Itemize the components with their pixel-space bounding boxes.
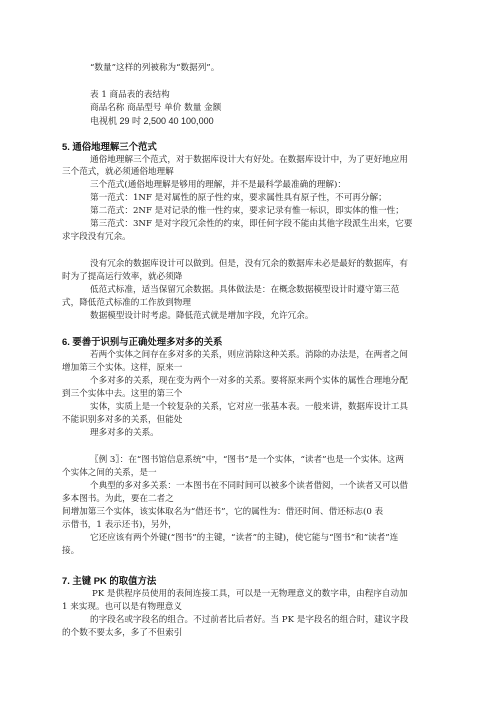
paragraph-line: 的个数不要太多，多了不但索引 <box>62 628 183 638</box>
paragraph-line: 〖例 3〗：在“图书馆信息系统”中，“图书”是一个实体，“读者”也是一个实体。这两 <box>90 455 404 465</box>
paragraph-line: 时为了提高运行效率，就必须降 <box>62 272 183 282</box>
paragraph-line: 到三个实体中去。这里的第三个 <box>62 389 183 399</box>
paragraph-line: 多本图书。为此，要在二者之 <box>62 494 174 504</box>
intro-line: “数量”这样的列被称为“数据列”。 <box>90 63 220 73</box>
paragraph-line: 求字段没有冗余。 <box>62 232 131 242</box>
paragraph-line: 若两个实体之间存在多对多的关系，则应消除这种关系。消除的办法是，在两者之间 <box>90 350 408 360</box>
table-header: 商品名称 商品型号 单价 数量 金额 <box>90 103 222 113</box>
paragraph-line: 个多对多的关系，现在变为两个一对多的关系。要将原来两个实体的属性合理地分配 <box>90 376 408 386</box>
paragraph-line: 实体，实质上是一个较复杂的关系，它对应一张基本表。一般来讲，数据库设计工具 <box>90 402 408 412</box>
paragraph-line: 不能识别多对多的关系，但能处 <box>62 415 183 425</box>
table-row: 电视机 29 吋 2,500 40 100,000 <box>90 116 214 126</box>
section-6-heading: 6. 要善于识别与正确处理多对多的关系 <box>62 336 223 347</box>
paragraph-line: 第三范式：3NF 是对字段冗余性的约束，即任何字段不能由其他字段派生出来，它要 <box>90 219 413 229</box>
paragraph-line: 接。 <box>62 546 80 556</box>
paragraph-line: 个典型的多对多关系：一本图书在不同时间可以被多个读者借阅，一个读者又可以借 <box>90 481 408 491</box>
paragraph-line: 第一范式：1NF 是对属性的原子性约束，要求属性具有原子性，不可再分解； <box>90 193 387 203</box>
paragraph-line: 理多对多的关系。 <box>90 428 159 438</box>
paragraph-line: 增加第三个实体。这样，原来一 <box>62 363 183 373</box>
paragraph-line: PK 是供程序员使用的表间连接工具，可以是一无物理意义的数字串，由程序自动加 <box>92 589 408 599</box>
paragraph-line: 通俗地理解三个范式，对于数据库设计大有好处。在数据库设计中，为了更好地应用 <box>90 155 408 165</box>
paragraph-line: 它还应该有两个外键(“图书”的主键，“读者”的主键)，使它能与“图书”和“读者”连 <box>90 533 399 543</box>
paragraph-line: 三个范式(通俗地理解是够用的理解，并不是最科学最准确的理解)： <box>90 180 346 190</box>
paragraph-line: 式，降低范式标准的工作放到物理 <box>62 298 191 308</box>
paragraph-line: 数据模型设计时考虑。降低范式就是增加字段，允许冗余。 <box>90 311 314 321</box>
paragraph-line: 示借书，1 表示还书)，另外， <box>62 520 177 530</box>
paragraph-line: 个实体之间的关系，是一 <box>62 468 157 478</box>
paragraph-line: 没有冗余的数据库设计可以做到。但是，没有冗余的数据库未必是最好的数据库，有 <box>90 259 408 269</box>
paragraph-line: 的字段名或字段名的组合。不过前者比后者好。当 PK 是字段名的组合时，建议字段 <box>90 615 409 625</box>
paragraph-line: 1 来实现。也可以是有物理意义 <box>62 602 182 612</box>
paragraph-line: 三个范式，就必须通俗地理解 <box>62 167 174 177</box>
paragraph-line: 间增加第三个实体，该实体取名为“借还书”，它的属性为：借还时间、借还标志(0 表 <box>62 507 384 517</box>
paragraph-line: 第二范式：2NF 是对记录的惟一性约束，要求记录有惟一标识，即实体的惟一性； <box>90 206 404 216</box>
table-caption: 表 1 商品表的表结构 <box>90 90 170 100</box>
section-7-heading: 7. 主键 PK 的取值方法 <box>62 575 157 586</box>
section-5-heading: 5. 通俗地理解三个范式 <box>62 141 157 152</box>
paragraph-line: 低范式标准，适当保留冗余数据。具体做法是：在概念数据模型设计时遵守第三范 <box>90 285 400 295</box>
